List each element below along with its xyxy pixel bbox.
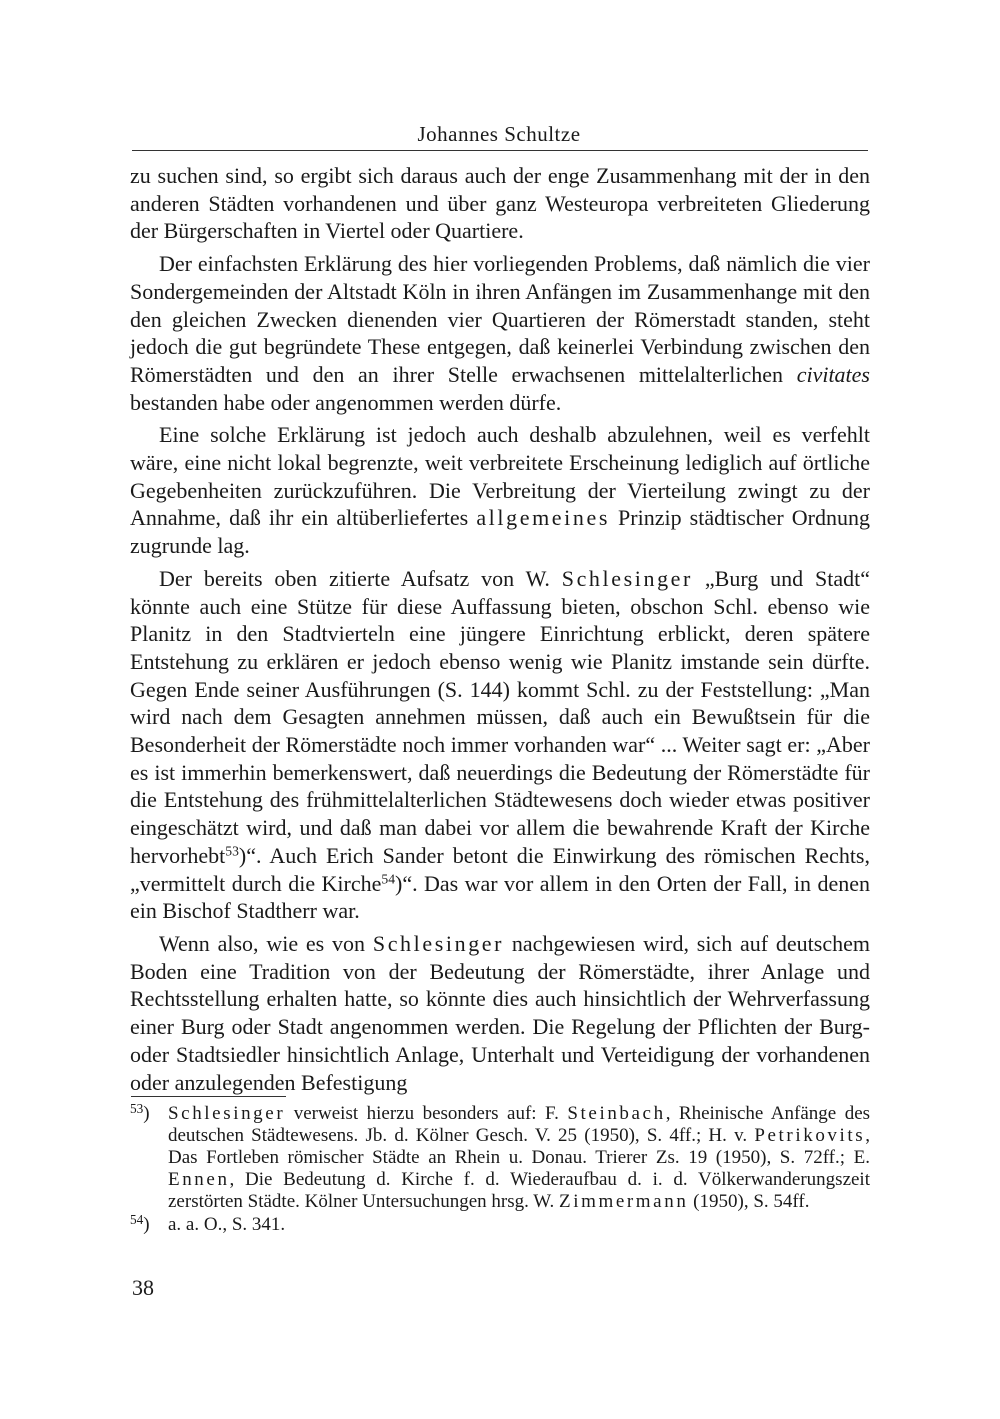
paragraph-3-text-a: Eine solche Erklärung ist jedoch auch deshalb abzulehnen, weil es verfehlt wäre, eine nicht lokal begrenzte, weit verbreitete Erscheinung lediglich auf örtliche Gegebenheiten zurückzuführen. Die Verbreitung der Vierteilung zwingt zu der Annahme, daß ihr ein altüberliefertes: [130, 422, 870, 531]
paragraph-4-text-c: )“. Auch Erich Sander betont die Einwirkung des römischen Rechts, „vermittelt durch die Kirche: [130, 842, 870, 896]
footnote-53-number: 53: [130, 1101, 144, 1117]
paragraph-2-text-b: bestanden habe oder angenommen werden dürfe.: [130, 389, 562, 415]
page-number: 38: [132, 1275, 154, 1300]
footnotes: [130, 1103, 870, 1236]
spaced-author-name: Schlesinger: [372, 930, 505, 956]
footnote-54-text: a. a. O., S. 341.: [168, 1214, 286, 1235]
italic-term: civitates: [796, 361, 870, 387]
spaced-emphasis: allgemeines: [476, 505, 610, 531]
header-rule: [132, 150, 868, 151]
footnote-53-text: [168, 1103, 870, 1213]
footnote-53-text-3: , Das Fortleben römischer Städte an Rhein u. Donau. Trierer Zs. 19 (1950), S. 72ff.; E.: [168, 1125, 871, 1168]
paragraph-5-text-a: Wenn also, wie es von: [159, 930, 366, 956]
paragraph-5: [130, 930, 870, 1096]
paragraph-4-text-a: Der bereits oben zitierte Aufsatz von W.: [159, 565, 550, 591]
paragraph-5-text-b: nachgewiesen wird, sich auf deutschem Boden eine Tradition von der Bedeutung der Römerstädte, ihrer Anlage und Rechtsstellung erhalten hatte, so könnte dies auch hinsichtlich der Wehrverfassung einer Burg oder Stadt angenommen werden. Die Regelung der Pflichten der Burg- oder Stadtsiedler hinsichtlich Anlage, Unterhalt und Verteidigung der vorhandenen oder anzulegenden Befestigung: [130, 930, 870, 1095]
footnote-53-text-1: verweist hierzu besonders auf: F.: [293, 1103, 559, 1124]
footnote-54: [130, 1214, 870, 1236]
paragraph-4: [130, 565, 870, 925]
spaced-author-name: Petrikovits: [754, 1125, 866, 1146]
footnote-53-text-5: (1950), S. 54ff.: [693, 1191, 810, 1212]
spaced-author-name: Ennen: [168, 1169, 230, 1190]
paragraph-1: [130, 162, 870, 245]
footnote-53-text-4: , Die Bedeutung d. Kirche f. d. Wiederaufbau d. i. d. Völkerwanderungszeit zerstörten Städte. Kölner Untersuchungen hrsg. W.: [168, 1169, 870, 1212]
spaced-author-name: Schlesinger: [168, 1103, 286, 1124]
footnote-ref-54: 54: [381, 871, 395, 887]
paragraph-2-text-a: Der einfachsten Erklärung des hier vorliegenden Problems, daß nämlich die vier Sondergemeinden der Altstadt Köln in ihren Anfängen im Zusammenhange mit den den gleichen Zwecken dienenden vier Quartieren der Römerstadt standen, steht jedoch die gut begründete These entgegen, daß keinerlei Verbindung zwischen den Römerstädten und den an ihrer Stelle erwachsenen mittelalterlichen: [130, 251, 870, 387]
footnote-ref-53: 53: [225, 843, 239, 859]
spaced-author-name: Steinbach: [567, 1103, 666, 1124]
spaced-author-name: Schlesinger: [561, 565, 693, 591]
paragraph-4-text-b: „Burg und Stadt“ könnte auch eine Stütze für diese Auffassung bieten, obschon Schl. ebenso wie Planitz in den Stadtvierteln eine jüngere Einrichtung erblickt, deren spätere Entstehung zu erklären er jedoch ebenso wenig wie Planitz imstande sein dürfte. Gegen Ende seiner Ausführungen (S. 144) kommt Schl. zu der Feststellung: „Man wird nach dem Gesagten annehmen müssen, daß auch ein Bewußtsein für die Besonderheit der Römerstädte noch immer vorhanden war“ ... Weiter sagt er: „Aber es ist immerhin bemerkenswert, daß neuerdings die Bedeutung der Römerstädte für die Entstehung des frühmittelalterlichen Städtewesens doch wieder etwas positiver eingeschätzt wird, und daß man dabei vor allem die bewahrende Kraft der Kirche hervorhebt: [130, 565, 871, 868]
footnote-53: [130, 1103, 870, 1213]
footnote-rule: [131, 1096, 286, 1097]
footnote-53-text-2: , Rheinische Anfänge des deutschen Städtewesens. Jb. d. Kölner Gesch. V. 25 (1950), S. 4ff.; H. v.: [168, 1103, 871, 1146]
paragraph-4-text-d: )“. Das war vor allem in den Orten der Fall, in denen ein Bischof Stadtherr war.: [130, 870, 870, 924]
spaced-author-name: Zimmermann: [559, 1191, 689, 1212]
paragraph-1-text: zu suchen sind, so ergibt sich daraus auch der enge Zusammenhang mit der in den anderen Städten vorhandenen und über ganz Westeuropa verbreiteten Gliederung der Bürgerschaften in Viertel oder Quartiere.: [130, 163, 870, 244]
footnote-53-mark: [130, 1103, 168, 1213]
paragraph-2: [130, 250, 870, 416]
running-title: Johannes Schultze: [417, 122, 581, 146]
footnote-54-number: 54: [130, 1212, 144, 1228]
paragraph-3-text-b: Prinzip städtischer Ordnung zugrunde lag.: [130, 505, 870, 559]
footnote-54-paren: ): [143, 1214, 150, 1235]
body-text: [130, 162, 870, 1096]
footnote-54-mark: [130, 1214, 168, 1236]
paragraph-3: [130, 421, 870, 560]
footnote-53-paren: ): [143, 1103, 150, 1124]
